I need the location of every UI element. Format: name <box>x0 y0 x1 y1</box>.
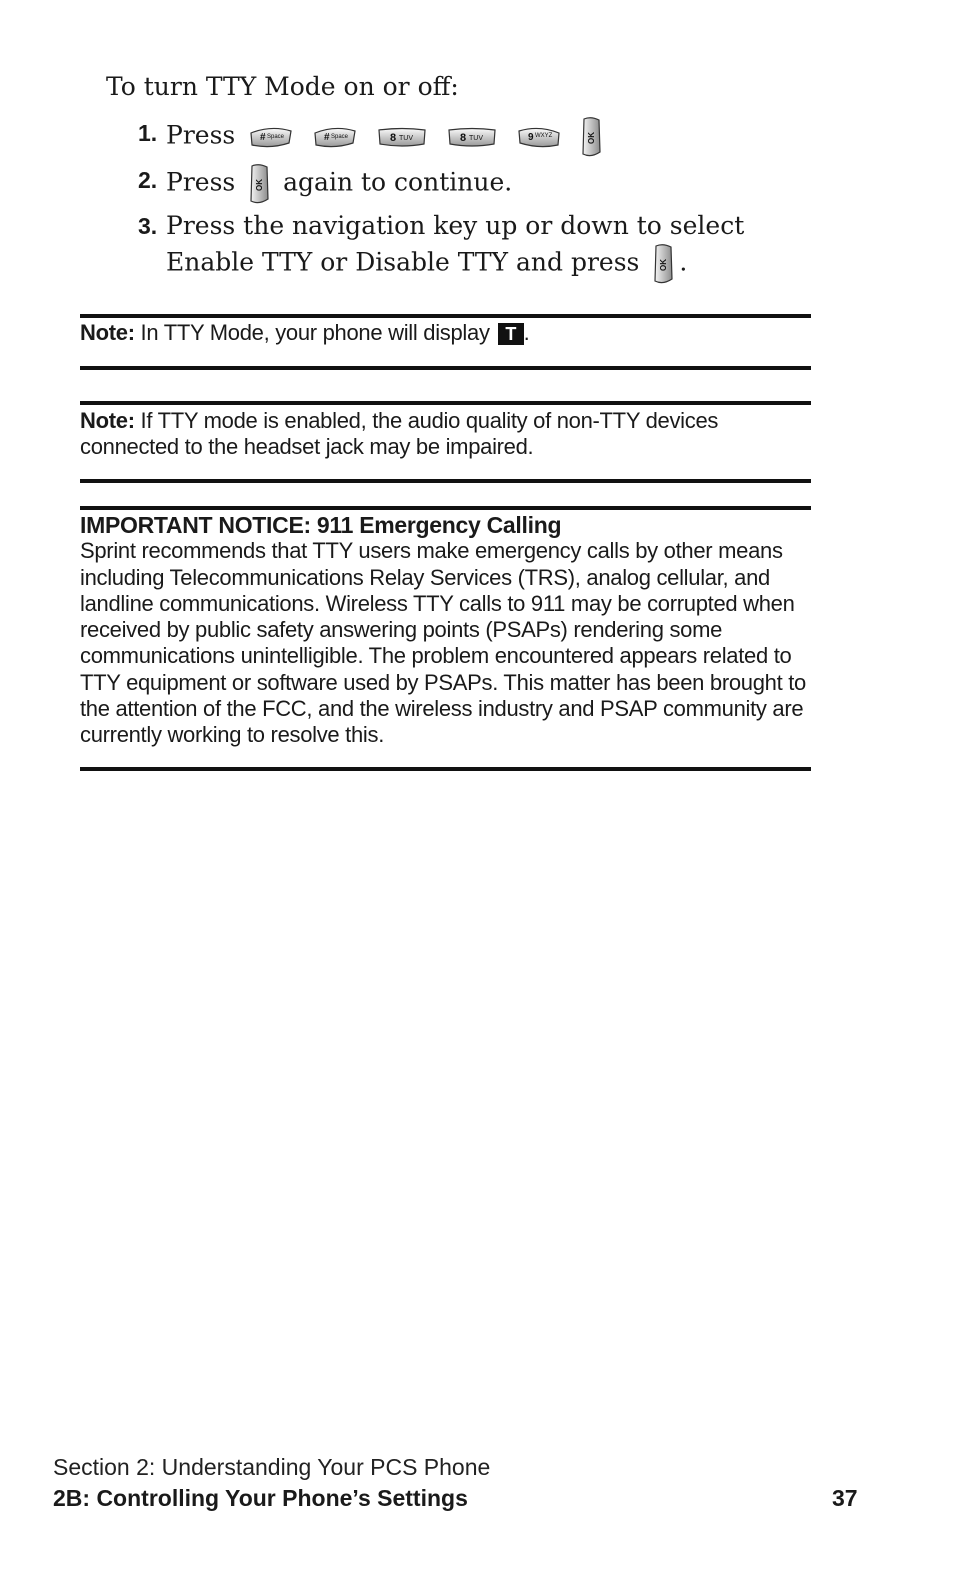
step-number: 1. <box>138 120 158 146</box>
step-2 <box>138 163 513 197</box>
svg-text:8: 8 <box>460 132 467 144</box>
notice-title: IMPORTANT NOTICE: 911 Emergency Calling <box>80 512 562 538</box>
svg-text:OK: OK <box>255 179 265 191</box>
svg-text:OK: OK <box>586 132 596 144</box>
9-wxyz-key-icon <box>517 125 561 149</box>
note-label: Note: <box>80 408 135 433</box>
ok-key-icon <box>247 163 271 205</box>
svg-text:8: 8 <box>390 132 397 144</box>
ok-key-icon <box>651 243 675 285</box>
note-tty-display: Note: In TTY Mode, your phone will display T . <box>80 320 530 345</box>
step-number: 3. <box>138 213 158 239</box>
step-1 <box>138 116 596 150</box>
footer-section-title: Section 2: Understanding Your PCS Phone <box>53 1454 491 1480</box>
footer-chapter-title: 2B: Controlling Your Phone’s Settings <box>53 1485 468 1511</box>
divider <box>80 479 811 483</box>
intro-text: To turn TTY Mode on or off: <box>106 72 459 101</box>
ok-key-icon <box>579 116 603 158</box>
hash-space-key-icon <box>313 125 357 149</box>
step-text: Press the navigation key up or down to select Enable TTY or Disable TTY and press <box>166 211 745 277</box>
svg-text:Space: Space <box>267 134 285 140</box>
note-text: In TTY Mode, your phone will display <box>140 320 490 345</box>
divider <box>80 314 811 318</box>
svg-text:#: # <box>324 132 330 143</box>
svg-text:TUV: TUV <box>469 135 484 142</box>
step-number: 2. <box>138 167 158 193</box>
svg-text:#: # <box>260 132 266 143</box>
step-text: Press <box>166 167 236 197</box>
8-tuv-key-icon <box>377 125 427 149</box>
step-3 <box>138 209 745 277</box>
step-text-continued: again to continue. <box>283 167 513 197</box>
divider <box>80 506 811 510</box>
step-text-end: . <box>679 247 688 277</box>
note-text: If TTY mode is enabled, the audio quality of non-TTY devices connected to the headset jack may be impaired. <box>80 408 719 459</box>
divider <box>80 767 811 771</box>
note-label: Note: <box>80 320 135 345</box>
svg-text:WXYZ: WXYZ <box>535 133 553 139</box>
svg-text:Space: Space <box>331 134 349 140</box>
svg-text:9: 9 <box>528 132 534 143</box>
important-notice <box>80 512 820 749</box>
divider <box>80 366 811 370</box>
divider <box>80 401 811 405</box>
svg-text:TUV: TUV <box>399 135 414 142</box>
tty-indicator-icon: T <box>498 323 524 345</box>
note-audio-quality <box>80 408 820 460</box>
hash-space-key-icon <box>249 125 293 149</box>
step-text: Press <box>166 120 236 150</box>
svg-text:OK: OK <box>659 259 669 271</box>
8-tuv-key-icon <box>447 125 497 149</box>
page-number: 37 <box>832 1485 858 1511</box>
notice-body: Sprint recommends that TTY users make emergency calls by other means including Telecommunications Relay Services (TRS), analog cellular, and landline communications. Wireless TTY calls to 911 may be corrupted when received by public safety answering points (PSAPs) rendering some communications unintelligible. The problem encountered appears related to TTY equipment or software used by PSAPs. This matter has been brought to the attention of the FCC, and the wireless industry and PSAP community are currently working to resolve this. <box>80 538 806 748</box>
